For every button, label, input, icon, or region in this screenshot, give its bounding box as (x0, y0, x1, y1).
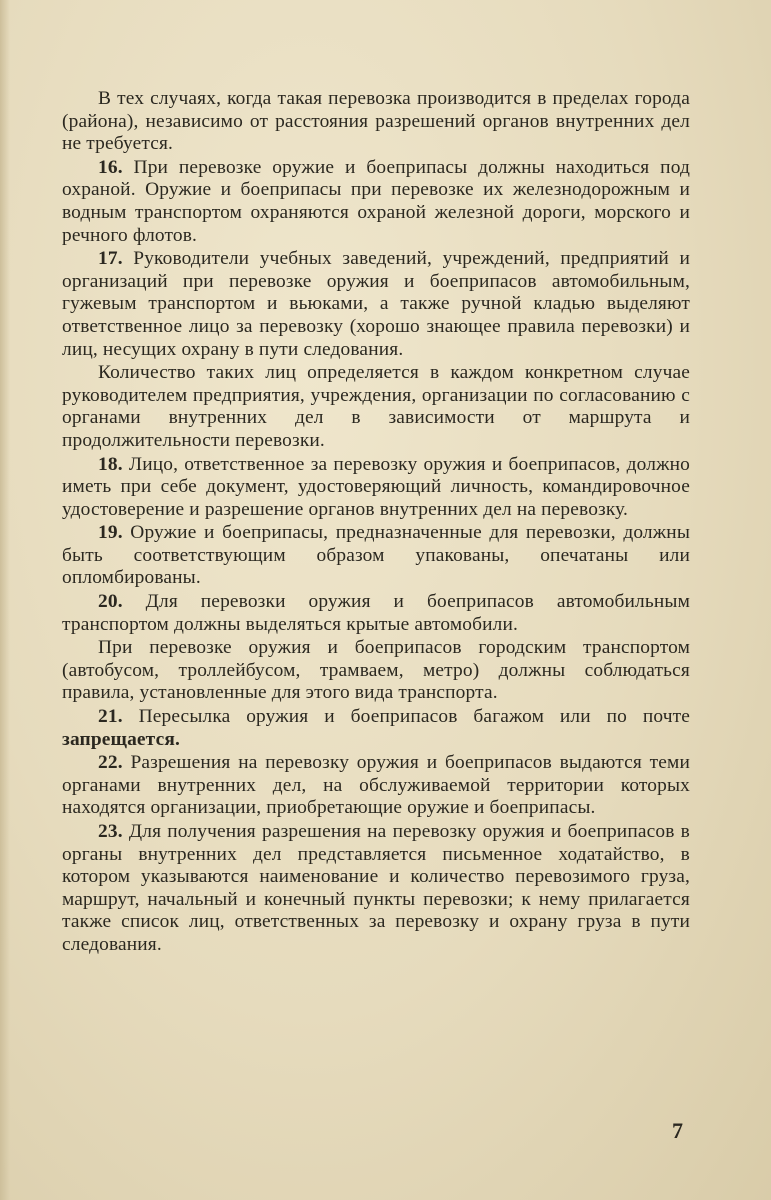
paragraph (62, 752, 690, 820)
clause-number: 19. (98, 522, 123, 544)
paragraph-text: Для получения разрешения на перевозку оружия и боеприпасов в органы внутренних дел представляется письменное ходатайство, в котором указываются наименование и количество перевозимого груза, маршрут, начальный и конечный пункты перевозки; к нему прилагается также список лиц, ответственных за перевозку и охрану груза в пути следования. (62, 821, 690, 955)
clause-number: 22. (98, 752, 123, 774)
paragraph (62, 706, 690, 751)
paragraph-text: Разрешения на перевозку оружия и боеприпасов выдаются теми органами внутренних дел, на обслуживаемой территории которых находятся организации, приобретающие оружие и боеприпасы. (62, 752, 690, 819)
clause-number: 16. (98, 156, 123, 178)
clause-number: 17. (98, 248, 123, 270)
paragraph-text: Руководители учебных заведений, учреждений, предприятий и организаций при перевозке оружия и боеприпасов автомобильным, гужевым транспортом и вьюками, а также ручной кладью выделяют ответственное лицо за перевозку (хорошо знающее правила перевозки) и лиц, несущих охрану в пути следования. (62, 248, 690, 360)
clause-number: 18. (98, 453, 123, 475)
paragraph-text: Пересылка оружия и боеприпасов багажом или по почте (138, 706, 690, 728)
paragraph-text: Лицо, ответственное за перевозку оружия и боеприпасов, должно иметь при себе документ, удостоверяющий личность, командировочное удостоверение и разрешение органов внутренних дел на перевозку. (62, 453, 690, 520)
page-number: 7 (672, 1118, 683, 1143)
clause-number: 20. (98, 591, 123, 613)
paragraph (62, 157, 690, 247)
paragraph (62, 637, 690, 705)
paragraph (62, 362, 690, 452)
paragraph (62, 522, 690, 590)
paragraph-text: Для перевозки оружия и боеприпасов автомобильным транспортом должны выделяться крытые автомобили. (62, 591, 691, 635)
paragraph-text: Оружие и боеприпасы, предназначенные для перевозки, должны быть соответствующим образом упакованы, опечатаны или опломбированы. (62, 522, 691, 589)
paragraph (62, 591, 690, 636)
emphasized-text: запрещается. (62, 728, 180, 750)
paragraph (62, 248, 690, 361)
document-body (62, 88, 690, 958)
paragraph (62, 454, 690, 522)
paragraph (62, 821, 690, 957)
clause-number: 23. (98, 821, 123, 842)
paragraph-text: В тех случаях, когда такая перевозка производится в пределах города (района), независимо от расстояния разрешений органов внутренних дел не требуется. (62, 88, 690, 155)
paragraph (62, 88, 690, 156)
paragraph-text: При перевозке оружия и боеприпасов городским транспортом (автобусом, троллейбусом, трамваем, метро) должны соблюдаться правила, установленные для этого вида транспорта. (62, 637, 690, 704)
clause-number: 21. (98, 706, 123, 728)
paragraph-text: Количество таких лиц определяется в каждом конкретном случае руководителем предприятия, учреждения, организации по согласованию с органами внутренних дел в зависимости от маршрута и продолжительности перевозки. (62, 362, 690, 451)
page-edge-shadow (0, 0, 10, 1200)
paragraph-text: При перевозке оружие и боеприпасы должны находиться под охраной. Оружие и боеприпасы при перевозке их железнодорожным и водным транспортом охраняются охраной железной дороги, морского и речного флотов. (62, 156, 690, 246)
